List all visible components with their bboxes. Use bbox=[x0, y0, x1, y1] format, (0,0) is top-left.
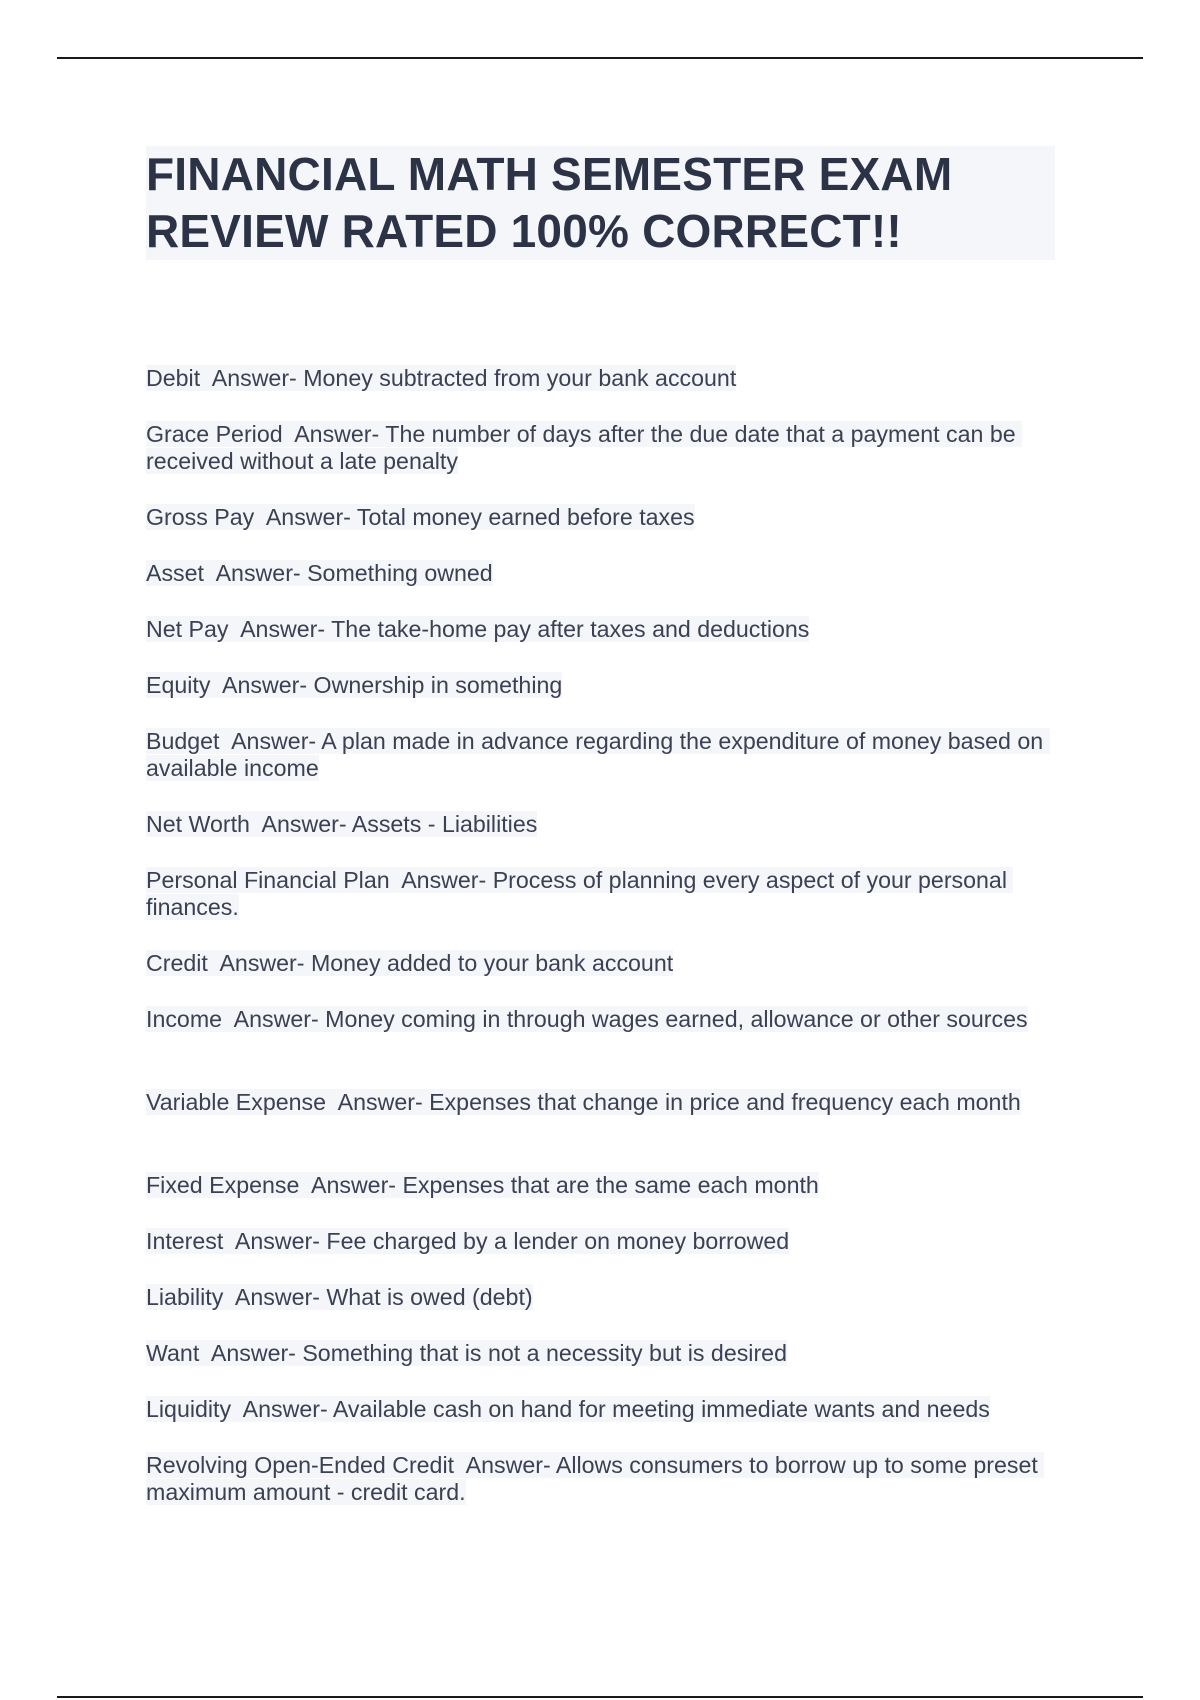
entry-text: Net Worth Answer- Assets - Liabilities bbox=[146, 811, 538, 837]
list-item bbox=[146, 1006, 1066, 1089]
list-item bbox=[146, 616, 1066, 672]
entry-text: Net Pay Answer- The take-home pay after taxes and deductions bbox=[146, 616, 810, 642]
list-item bbox=[146, 504, 1066, 560]
bottom-rule bbox=[57, 1696, 1143, 1698]
entry-text: Equity Answer- Ownership in something bbox=[146, 672, 563, 698]
list-item bbox=[146, 1340, 1066, 1396]
entry-text: Grace Period Answer- The number of days after the due date that a payment can be received without a late penalty bbox=[146, 421, 1023, 474]
entry-text: Credit Answer- Money added to your bank account bbox=[146, 950, 674, 976]
entry-text: Income Answer- Money coming in through wages earned, allowance or other sources bbox=[146, 1006, 1028, 1032]
entry-text: Fixed Expense Answer- Expenses that are the same each month bbox=[146, 1172, 819, 1198]
list-item bbox=[146, 1089, 1066, 1172]
entry-text: Personal Financial Plan Answer- Process of planning every aspect of your personal finances. bbox=[146, 867, 1014, 920]
title-block bbox=[146, 146, 1055, 260]
list-item bbox=[146, 1452, 1066, 1535]
entry-text: Liability Answer- What is owed (debt) bbox=[146, 1284, 533, 1310]
list-item bbox=[146, 421, 1066, 504]
list-item bbox=[146, 1284, 1066, 1340]
entry-text: Budget Answer- A plan made in advance regarding the expenditure of money based on available income bbox=[146, 728, 1050, 781]
list-item bbox=[146, 365, 1066, 421]
list-item bbox=[146, 1172, 1066, 1228]
list-item bbox=[146, 728, 1066, 811]
list-item bbox=[146, 811, 1066, 867]
entry-text: Variable Expense Answer- Expenses that change in price and frequency each month bbox=[146, 1089, 1021, 1115]
entry-text: Liquidity Answer- Available cash on hand for meeting immediate wants and needs bbox=[146, 1396, 990, 1422]
list-item bbox=[146, 672, 1066, 728]
top-rule bbox=[57, 57, 1143, 59]
list-item bbox=[146, 867, 1066, 950]
entry-text: Interest Answer- Fee charged by a lender on money borrowed bbox=[146, 1228, 790, 1254]
entry-text: Gross Pay Answer- Total money earned before taxes bbox=[146, 504, 695, 530]
list-item bbox=[146, 1396, 1066, 1452]
entry-text: Debit Answer- Money subtracted from your bank account bbox=[146, 365, 737, 391]
entry-text: Revolving Open-Ended Credit Answer- Allows consumers to borrow up to some preset maximum amount - credit card. bbox=[146, 1452, 1045, 1505]
list-item bbox=[146, 1228, 1066, 1284]
list-item bbox=[146, 950, 1066, 1006]
entry-text: Asset Answer- Something owned bbox=[146, 560, 493, 586]
document-title: FINANCIAL MATH SEMESTER EXAM REVIEW RATED 100% CORRECT!! bbox=[146, 148, 953, 257]
entry-list bbox=[146, 365, 1066, 1535]
entry-text: Want Answer- Something that is not a necessity but is desired bbox=[146, 1340, 787, 1366]
list-item bbox=[146, 560, 1066, 616]
